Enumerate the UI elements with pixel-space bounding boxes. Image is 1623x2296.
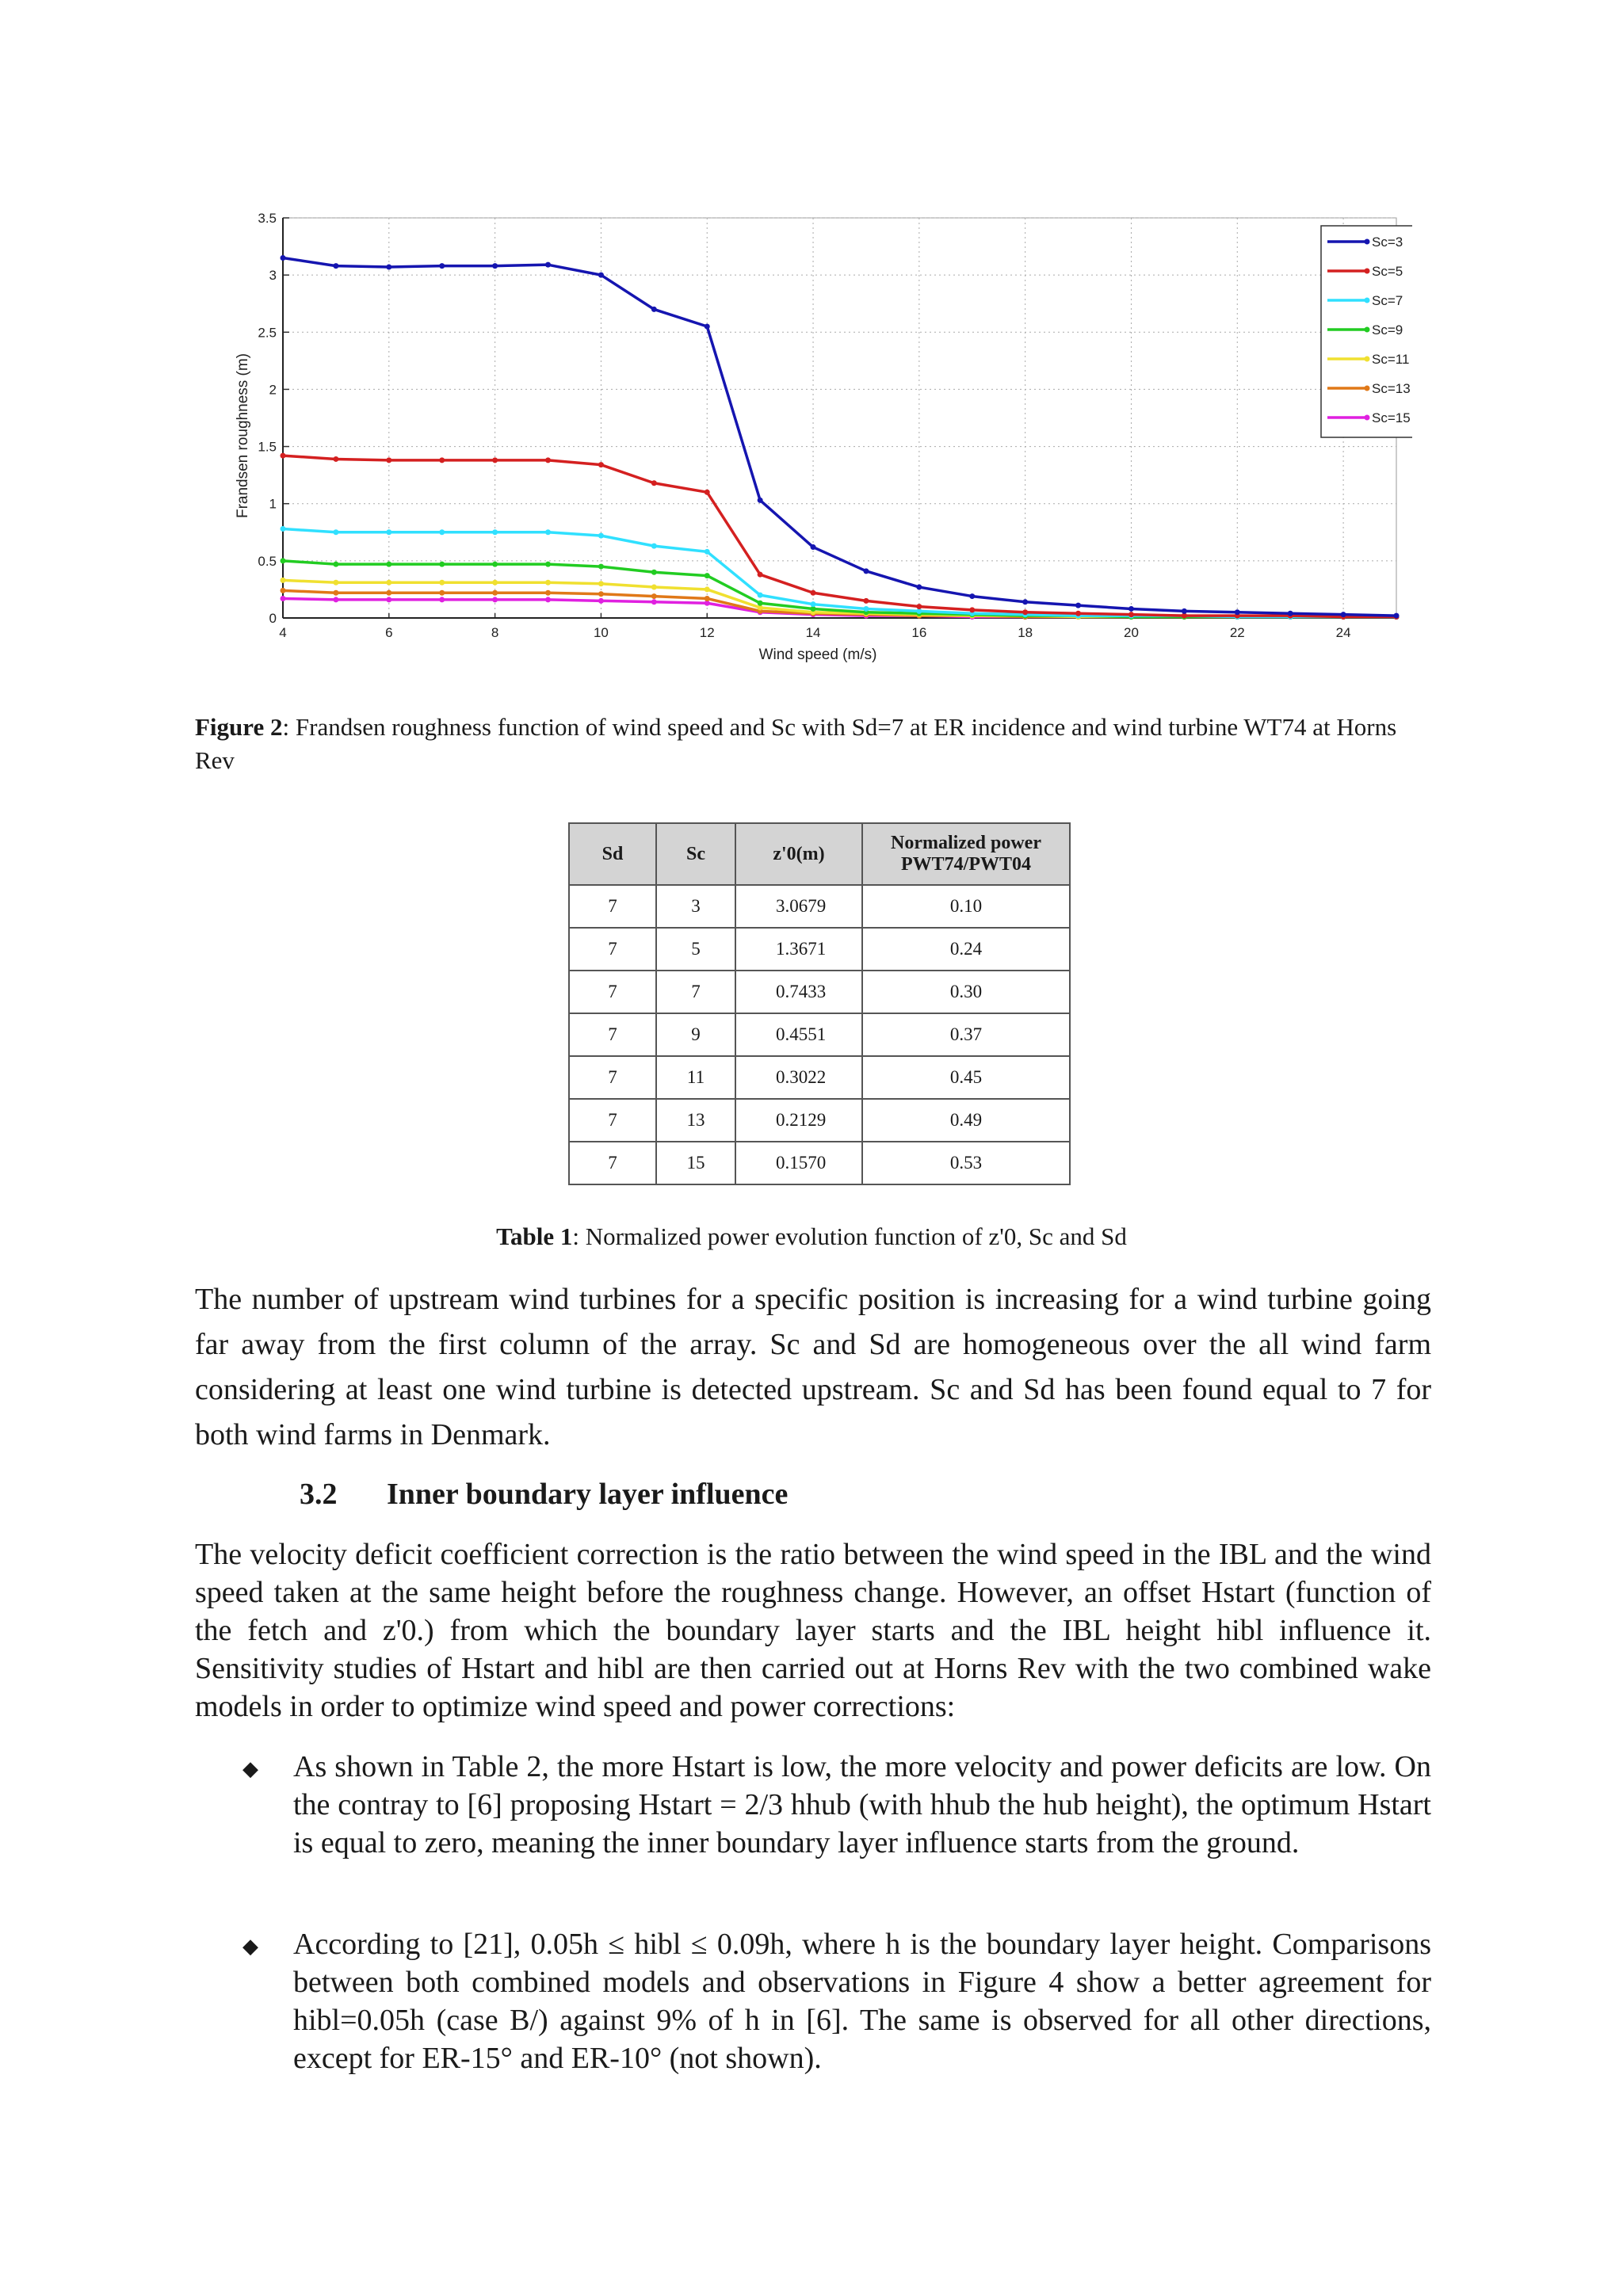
table-cell: 7 <box>569 928 656 971</box>
data-point <box>333 597 338 602</box>
data-point <box>1128 612 1134 617</box>
bullet-diamond-icon: ◆ <box>242 1935 258 1958</box>
table-cell: 7 <box>569 885 656 928</box>
data-point <box>1288 611 1293 616</box>
table-cell: 7 <box>569 1013 656 1056</box>
table-cell: 7 <box>656 971 735 1013</box>
data-point <box>281 526 286 532</box>
table-header-sc: Sc <box>656 823 735 885</box>
data-point <box>758 593 763 598</box>
table-cell: 0.45 <box>862 1056 1070 1099</box>
data-point <box>281 453 286 459</box>
data-point <box>333 263 338 269</box>
table-cell: 0.1570 <box>735 1142 862 1184</box>
x-tick-label: 4 <box>279 625 287 640</box>
table-row <box>569 928 1070 971</box>
data-point <box>281 596 286 601</box>
legend-marker <box>1365 298 1370 303</box>
data-point <box>386 562 391 567</box>
legend-marker <box>1365 269 1370 274</box>
data-point <box>598 598 604 604</box>
table-header-power: Normalized power PWT74/PWT04 <box>862 823 1070 885</box>
table-cell: 3.0679 <box>735 885 862 928</box>
data-point <box>545 262 551 268</box>
data-point <box>439 457 445 463</box>
x-tick-label: 14 <box>805 625 821 640</box>
roughness-chart <box>223 202 1412 677</box>
data-point <box>545 580 551 585</box>
table-caption-label: Table 1 <box>496 1222 573 1250</box>
table-cell: 9 <box>656 1013 735 1056</box>
data-point <box>758 601 763 606</box>
table-row <box>569 1142 1070 1184</box>
table-cell: 3 <box>656 885 735 928</box>
data-point <box>969 607 975 612</box>
table-header-row <box>569 823 1070 885</box>
data-point <box>333 580 338 585</box>
data-point <box>863 568 869 574</box>
table-cell: 0.37 <box>862 1013 1070 1056</box>
figure-caption-text: Frandsen roughness function of wind speed and Sc with Sd=7 at ER incidence and wind turbine WT74 at Horns Rev <box>195 713 1397 774</box>
section-number: 3.2 <box>300 1478 338 1511</box>
data-point <box>439 580 445 585</box>
x-tick-label: 22 <box>1229 625 1245 640</box>
x-tick-label: 10 <box>593 625 609 640</box>
paragraph-1: The number of upstream wind turbines for a specific position is increasing for a wind turbine going far away from the first column of the array. Sc and Sd are homogeneous over the all wind farm considering at least one wind turbine is detected upstream. Sc and Sd has been found equal to 7 for both wind farms in Denmark. <box>195 1283 1431 1451</box>
legend-label: Sc=13 <box>1372 381 1411 396</box>
legend-marker <box>1365 415 1370 421</box>
y-tick-label: 2.5 <box>258 325 277 341</box>
table-row <box>569 885 1070 928</box>
data-point <box>758 572 763 578</box>
data-point <box>333 456 338 462</box>
data-point <box>545 562 551 567</box>
data-point <box>811 590 816 596</box>
table-header-z0: z'0(m) <box>735 823 862 885</box>
y-tick-label: 3 <box>269 268 277 284</box>
data-point <box>281 255 286 261</box>
data-point <box>811 544 816 550</box>
section-title: Inner boundary layer influence <box>387 1478 789 1511</box>
table-cell: 0.7433 <box>735 971 862 1013</box>
y-axis-label: Frandsen roughness (m) <box>235 353 251 519</box>
data-point <box>1341 612 1346 617</box>
data-point <box>598 591 604 597</box>
data-point <box>1022 599 1028 605</box>
table-row <box>569 1013 1070 1056</box>
data-point <box>705 549 710 555</box>
data-point <box>492 562 498 567</box>
data-point <box>651 570 657 575</box>
data-point <box>651 480 657 486</box>
data-point <box>545 457 551 463</box>
table-cell: 5 <box>656 928 735 971</box>
legend-marker <box>1365 386 1370 391</box>
data-point <box>651 599 657 605</box>
table-row <box>569 1099 1070 1142</box>
data-point <box>492 597 498 602</box>
legend-label: Sc=15 <box>1372 410 1411 425</box>
legend-label: Sc=5 <box>1372 264 1403 279</box>
legend-marker <box>1365 357 1370 362</box>
data-point <box>333 529 338 535</box>
data-point <box>863 606 869 612</box>
data-point <box>439 562 445 567</box>
y-tick-label: 0.5 <box>258 553 277 569</box>
x-tick-label: 16 <box>911 625 927 640</box>
table-cell: 0.10 <box>862 885 1070 928</box>
data-point <box>492 580 498 585</box>
data-point <box>386 580 391 585</box>
data-point <box>916 604 922 609</box>
table-cell: 13 <box>656 1099 735 1142</box>
results-table <box>568 822 1071 1185</box>
table-cell: 0.3022 <box>735 1056 862 1099</box>
data-point <box>1394 613 1400 619</box>
data-point <box>545 590 551 596</box>
data-point <box>598 564 604 570</box>
legend-label: Sc=3 <box>1372 235 1403 250</box>
x-tick-label: 24 <box>1335 625 1351 640</box>
data-point <box>386 590 391 596</box>
figure-caption-label: Figure 2 <box>195 713 283 741</box>
table-cell: 15 <box>656 1142 735 1184</box>
series-line-Sc-9 <box>283 561 1396 617</box>
data-point <box>651 593 657 599</box>
data-point <box>811 601 816 607</box>
data-point <box>492 529 498 535</box>
series-line-Sc-3 <box>283 258 1396 616</box>
table-cell: 0.24 <box>862 928 1070 971</box>
data-point <box>386 529 391 535</box>
data-point <box>1235 609 1240 615</box>
data-point <box>386 597 391 602</box>
paragraph-2: The velocity deficit coefficient correction is the ratio between the wind speed in the IBL and the wind speed taken at the same height before the roughness change. However, an offset Hstart (function of the fetch and z'0.) from which the boundary layer starts and the IBL height hibl influence it. Sensitivity studies of Hstart and hibl are then carried out at Horns Rev with the two combined wake models in order to optimize wind speed and power corrections: <box>195 1538 1431 1723</box>
y-tick-label: 3.5 <box>258 211 277 226</box>
data-point <box>705 586 710 592</box>
data-point <box>916 585 922 590</box>
data-point <box>386 265 391 270</box>
table-cell: 0.4551 <box>735 1013 862 1056</box>
x-axis-label: Wind speed (m/s) <box>758 646 877 663</box>
data-point <box>1022 609 1028 615</box>
data-point <box>598 533 604 539</box>
data-point <box>598 273 604 278</box>
table-cell: 0.2129 <box>735 1099 862 1142</box>
data-point <box>969 593 975 599</box>
y-tick-label: 1.5 <box>258 439 277 455</box>
data-point <box>1128 606 1134 612</box>
data-point <box>333 562 338 567</box>
table-row <box>569 1056 1070 1099</box>
x-tick-label: 20 <box>1124 625 1139 640</box>
data-point <box>439 590 445 596</box>
data-point <box>705 490 710 495</box>
table-cell: 1.3671 <box>735 928 862 971</box>
table-cell: 0.30 <box>862 971 1070 1013</box>
data-point <box>281 578 286 583</box>
bullet-item-2: According to [21], 0.05h ≤ hibl ≤ 0.09h, where h is the boundary layer height. Comparisons between both combined models and observations in Figure 4 show a better agreement for hibl=0.05h (case B/) against 9% of h in [6]. The same is observed for all other directions, except for ER-15° and ER-10° (not shown). <box>293 1928 1431 2075</box>
data-point <box>439 597 445 602</box>
legend-label: Sc=11 <box>1372 352 1410 367</box>
legend-marker <box>1365 239 1370 245</box>
data-point <box>758 498 763 503</box>
legend-label: Sc=9 <box>1372 322 1403 338</box>
table-caption-text: Normalized power evolution function of z'0, Sc and Sd <box>585 1222 1127 1250</box>
x-tick-label: 6 <box>385 625 393 640</box>
table-cell: 0.49 <box>862 1099 1070 1142</box>
data-point <box>492 590 498 596</box>
chart-legend <box>1321 226 1412 437</box>
bullet-diamond-icon: ◆ <box>242 1757 258 1780</box>
x-tick-label: 18 <box>1018 625 1033 640</box>
data-point <box>1182 608 1187 614</box>
x-tick-label: 12 <box>699 625 715 640</box>
data-point <box>439 529 445 535</box>
data-point <box>863 598 869 604</box>
data-point <box>651 585 657 590</box>
data-point <box>651 307 657 312</box>
bullet-item-1: As shown in Table 2, the more Hstart is low, the more velocity and power deficits are low. On the contray to [6] proposing Hstart = 2/3 hhub (with hhub the hub height), the optimum Hstart is equal to zero, meaning the inner boundary layer influence starts from the ground. <box>293 1750 1431 1859</box>
data-point <box>705 596 710 601</box>
table-cell: 11 <box>656 1056 735 1099</box>
series-line-Sc-7 <box>283 528 1396 616</box>
data-point <box>545 597 551 602</box>
data-point <box>705 324 710 330</box>
table-cell: 7 <box>569 1142 656 1184</box>
data-point <box>281 558 286 563</box>
legend-label: Sc=7 <box>1372 293 1403 308</box>
legend-marker <box>1365 327 1370 333</box>
data-point <box>333 590 338 596</box>
data-point <box>705 573 710 578</box>
data-point <box>1075 603 1081 608</box>
y-tick-label: 0 <box>269 611 277 626</box>
x-tick-label: 8 <box>491 625 499 640</box>
table-row <box>569 971 1070 1013</box>
y-tick-label: 2 <box>269 382 277 398</box>
data-point <box>492 457 498 463</box>
table-cell: 7 <box>569 1099 656 1142</box>
data-point <box>386 457 391 463</box>
figure-caption: Figure 2: Frandsen roughness function of wind speed and Sc with Sd=7 at ER incidence and wind turbine WT74 at Horns Rev <box>195 713 1397 774</box>
data-point <box>281 588 286 593</box>
data-point <box>1075 611 1081 616</box>
data-point <box>598 462 604 467</box>
data-point <box>492 263 498 269</box>
table-caption: Table 1: Normalized power evolution function of z'0, Sc and Sd <box>496 1222 1127 1250</box>
data-point <box>598 581 604 586</box>
table-cell: 7 <box>569 1056 656 1099</box>
y-tick-label: 1 <box>269 496 277 512</box>
section-heading <box>300 1477 788 1512</box>
data-point <box>651 543 657 549</box>
table-header-sd: Sd <box>569 823 656 885</box>
chart-series <box>281 255 1400 620</box>
table-cell: 0.53 <box>862 1142 1070 1184</box>
data-point <box>439 263 445 269</box>
data-point <box>545 529 551 535</box>
table-cell: 7 <box>569 971 656 1013</box>
